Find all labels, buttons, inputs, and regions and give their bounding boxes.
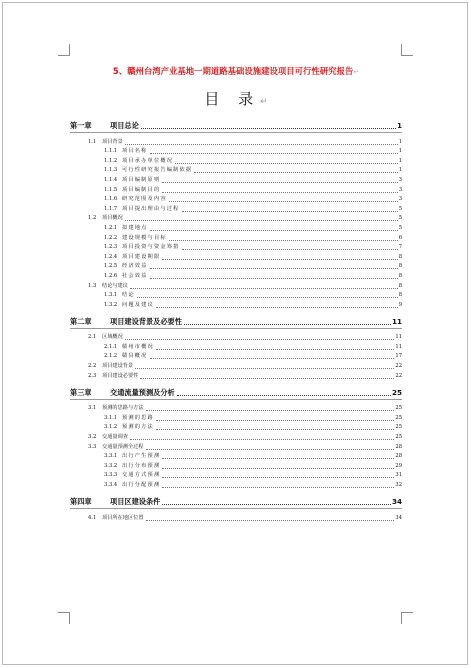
paragraph-mark-icon: ↵ xyxy=(353,68,360,76)
toc-dot-leader xyxy=(162,192,397,193)
toc-entry-number: 3.3 xyxy=(88,443,97,450)
document-title xyxy=(70,64,402,78)
toc-entry-page: 5 xyxy=(398,215,402,222)
toc-dot-leader xyxy=(162,259,397,260)
toc-entry-number: 第四章 xyxy=(70,497,92,506)
toc-entry-page: 25 xyxy=(391,387,402,397)
crop-mark-top-left xyxy=(58,44,70,56)
toc-entry-label: 项目建设背景及必要性 xyxy=(110,316,182,326)
toc-heading xyxy=(70,84,402,114)
toc-entry[interactable] xyxy=(70,262,402,272)
toc-entry-page: 28 xyxy=(395,453,402,460)
toc-dot-leader xyxy=(162,182,397,183)
toc-entry[interactable] xyxy=(70,291,402,301)
toc-entry-label: 项目编制目的 xyxy=(122,186,161,193)
toc-dot-leader xyxy=(146,449,395,450)
toc-entry-label: 赣州市概况 xyxy=(122,343,154,350)
toc-entry[interactable] xyxy=(70,195,402,205)
toc-entry-label: 项目建设必要性 xyxy=(102,372,139,379)
toc-entry-page: 32 xyxy=(395,482,402,488)
document-title-text: 5、赣州台湾产业基地一期道路基础设施建设项目可行性研究报告 xyxy=(112,66,354,76)
toc-entry-page: 11 xyxy=(391,316,402,326)
toc-entry-label: 经济效益 xyxy=(122,263,148,270)
toc-entry-number: 第一章 xyxy=(70,121,92,130)
toc-entry-number: 第三章 xyxy=(70,387,92,397)
toc-entry-label: 项目所在地区位置 xyxy=(102,514,144,521)
toc-entry-label: 出行产生预测 xyxy=(122,453,161,460)
toc-entry-label: 交通量调查 xyxy=(102,434,128,441)
toc-chapter-entry[interactable] xyxy=(70,313,402,329)
toc-entry-page: 28 xyxy=(395,443,402,450)
toc-entry-page: 17 xyxy=(395,353,402,360)
toc-entry[interactable] xyxy=(70,423,402,433)
toc-dot-leader xyxy=(162,504,391,505)
toc-entry-label: 项目编制原则 xyxy=(122,176,161,183)
toc-entry-number: 1.1.5 xyxy=(104,186,118,193)
toc-entry-label: 出行分配预测 xyxy=(122,482,161,488)
toc-entry-page: 6 xyxy=(398,234,402,241)
toc-entry-number: 2.1.1 xyxy=(104,343,118,350)
toc-entry-label: 拟建地点 xyxy=(122,224,148,231)
toc-entry-label: 预测的方法 xyxy=(122,424,154,431)
toc-entry[interactable] xyxy=(70,166,402,176)
toc-entry-number: 1.1.3 xyxy=(104,167,118,174)
toc-dot-leader xyxy=(125,339,395,340)
toc-entry-number: 1.2.4 xyxy=(104,253,118,260)
toc-entry[interactable] xyxy=(70,137,402,147)
toc-entry-label: 研究范围及内容 xyxy=(122,196,167,203)
toc-entry-label: 预测的思路 xyxy=(122,414,154,421)
toc-entry-number: 1.2.3 xyxy=(104,244,118,251)
toc-entry[interactable] xyxy=(70,271,402,281)
toc-entry-page: 8 xyxy=(398,272,402,279)
toc-entry[interactable] xyxy=(70,432,402,442)
toc-entry-label: 赣县概况 xyxy=(122,353,148,360)
toc-entry-number: 3.1.1 xyxy=(104,414,118,421)
toc-dot-leader xyxy=(150,278,398,279)
toc-entry-number: 2.1.2 xyxy=(104,353,118,360)
toc-entry-page: 25 xyxy=(395,434,402,441)
toc-entry[interactable] xyxy=(70,223,402,233)
toc-dot-leader xyxy=(156,349,394,350)
toc-entry-number: 3.3.2 xyxy=(104,462,118,469)
toc-entry-number: 3.1.2 xyxy=(104,424,118,431)
toc-entry-number: 4.1 xyxy=(88,514,97,521)
toc-entry[interactable] xyxy=(70,233,402,243)
toc-dot-leader xyxy=(150,230,398,231)
toc-entry-number: 1.1.7 xyxy=(104,205,118,212)
toc-entry-page: 11 xyxy=(395,334,402,341)
toc-entry[interactable] xyxy=(70,147,402,157)
toc-dot-leader xyxy=(182,211,398,212)
toc-entry-number: 第二章 xyxy=(70,316,92,326)
toc-entry-page: 7 xyxy=(398,244,402,251)
toc-entry-label: 项目名称 xyxy=(122,148,148,155)
toc-entry-page: 8 xyxy=(398,263,402,270)
toc-entry-number: 3.3.1 xyxy=(104,453,118,460)
toc-entry[interactable] xyxy=(70,175,402,185)
toc-entry-label: 项目提出理由与过程 xyxy=(122,205,180,212)
toc-entry-page: 8 xyxy=(398,292,402,299)
toc-entry-number: 3.3.3 xyxy=(104,472,118,479)
paragraph-mark-icon: ↵ xyxy=(260,97,268,107)
toc-entry[interactable] xyxy=(70,333,402,343)
toc-entry-label: 预测的思路与方法 xyxy=(102,405,144,412)
toc-entry-page: 31 xyxy=(395,472,402,479)
toc-dot-leader xyxy=(135,368,394,369)
toc-entry-label: 项目建设背景 xyxy=(102,363,134,370)
toc-entry[interactable] xyxy=(70,214,402,224)
toc-entry-number: 1.2 xyxy=(88,215,97,222)
toc-dot-leader xyxy=(130,439,394,440)
toc-entry-number: 3.1 xyxy=(88,405,97,412)
document-content xyxy=(70,64,402,523)
crop-mark-top-right xyxy=(401,44,413,56)
toc-dot-leader xyxy=(156,307,398,308)
toc-heading-text: 目 录 xyxy=(204,90,261,108)
crop-mark-bottom-right xyxy=(401,612,413,624)
toc-entry-page: 5 xyxy=(398,224,402,231)
toc-entry[interactable] xyxy=(70,281,402,291)
toc-entry[interactable] xyxy=(70,342,402,352)
toc-entry-label: 建设规模与目标 xyxy=(122,234,167,241)
toc-entry-page: 1 xyxy=(398,148,402,155)
toc-entry[interactable] xyxy=(70,300,402,310)
toc-entry[interactable] xyxy=(70,252,402,262)
toc-entry-page: 5 xyxy=(398,205,402,212)
toc-entry-page: 25 xyxy=(395,414,402,421)
toc-dot-leader xyxy=(140,378,394,379)
toc-entry-label: 出行分布预测 xyxy=(122,462,161,469)
toc-entry-label: 项目投资与资金筹措 xyxy=(122,244,180,251)
toc-entry-page: 3 xyxy=(398,196,402,203)
toc-entry-number: 1.1.1 xyxy=(104,148,118,155)
toc-entry-page: 1 xyxy=(398,157,402,164)
toc-entry-label: 项目背景 xyxy=(102,138,123,145)
toc-entry-number: 1.1.6 xyxy=(104,196,118,203)
toc-entry-page: 9 xyxy=(398,301,402,308)
toc-entry[interactable] xyxy=(70,243,402,253)
toc-dot-leader xyxy=(162,487,394,488)
toc-entry[interactable] xyxy=(70,371,402,381)
toc-entry-page: 25 xyxy=(395,405,402,412)
toc-entry[interactable] xyxy=(70,204,402,214)
toc-dot-leader xyxy=(162,468,394,469)
toc-entry-label: 结论与建议 xyxy=(102,282,128,289)
toc-dot-leader xyxy=(146,520,395,521)
toc-entry-label: 交通流量预测及分析 xyxy=(110,387,175,397)
toc-dot-leader xyxy=(150,268,398,269)
toc-dot-leader xyxy=(137,297,398,298)
toc-entry-page: 34 xyxy=(391,497,402,506)
toc-entry-label: 项目区建设条件 xyxy=(110,497,161,506)
toc-list xyxy=(70,117,402,523)
toc-entry-page: 25 xyxy=(395,424,402,431)
toc-entry-number: 1.2.1 xyxy=(104,224,118,231)
toc-entry-label: 交通方式预测 xyxy=(122,472,161,479)
crop-mark-bottom-left xyxy=(58,612,70,624)
toc-chapter-entry[interactable] xyxy=(70,117,402,133)
toc-entry[interactable] xyxy=(70,442,402,452)
toc-entry-number: 2.3 xyxy=(88,372,97,379)
toc-entry[interactable] xyxy=(70,404,402,414)
toc-chapter-entry[interactable] xyxy=(70,384,402,400)
toc-entry-page: 1 xyxy=(396,121,402,130)
toc-entry-number: 1.1.2 xyxy=(104,157,118,164)
toc-entry-label: 区域概况 xyxy=(102,334,123,341)
toc-dot-leader xyxy=(162,477,394,478)
toc-dot-leader xyxy=(177,395,391,396)
toc-entry-label: 项目概况 xyxy=(102,215,123,222)
toc-chapter-entry[interactable] xyxy=(70,493,402,509)
toc-entry-label: 社会效益 xyxy=(122,272,148,279)
toc-entry-number: 1.2.5 xyxy=(104,263,118,270)
toc-dot-leader xyxy=(125,144,398,145)
toc-entry-number: 1.3.2 xyxy=(104,301,118,308)
toc-dot-leader xyxy=(194,172,397,173)
toc-entry-label: 结论 xyxy=(122,292,135,299)
toc-entry-label: 项目总论 xyxy=(110,121,139,130)
toc-entry-page: 22 xyxy=(395,372,402,379)
toc-entry-number: 2.2 xyxy=(88,363,97,370)
toc-entry[interactable] xyxy=(70,452,402,462)
toc-entry-number: 3.2 xyxy=(88,434,97,441)
toc-entry[interactable] xyxy=(70,156,402,166)
toc-entry[interactable] xyxy=(70,471,402,481)
toc-dot-leader xyxy=(182,249,398,250)
toc-dot-leader xyxy=(175,163,398,164)
toc-entry-page: 29 xyxy=(395,462,402,469)
toc-dot-leader xyxy=(150,358,395,359)
toc-dot-leader xyxy=(125,220,398,221)
toc-entry-number: 1.2.2 xyxy=(104,234,118,241)
toc-entry-label: 交通量预测全过程 xyxy=(102,443,144,450)
toc-entry-page: 3 xyxy=(398,176,402,183)
toc-entry-number: 1.3 xyxy=(88,282,97,289)
toc-entry-number: 1.2.6 xyxy=(104,272,118,279)
toc-entry-page: 8 xyxy=(398,253,402,260)
toc-dot-leader xyxy=(169,240,398,241)
toc-entry-number: 1.1 xyxy=(88,138,97,145)
toc-entry-page: 22 xyxy=(395,363,402,370)
toc-entry[interactable] xyxy=(70,185,402,195)
toc-dot-leader xyxy=(184,324,391,325)
toc-dot-leader xyxy=(156,429,394,430)
toc-dot-leader xyxy=(162,458,394,459)
toc-entry-number: 2.1 xyxy=(88,334,97,341)
toc-entry-label: 问题及建议 xyxy=(122,301,154,308)
toc-dot-leader xyxy=(169,201,398,202)
toc-entry[interactable] xyxy=(70,361,402,371)
toc-entry[interactable] xyxy=(70,480,402,490)
toc-entry-page: 34 xyxy=(395,514,402,521)
toc-entry-label: 项目建设期限 xyxy=(122,253,161,260)
toc-entry-number: 3.3.4 xyxy=(104,482,118,488)
toc-entry[interactable] xyxy=(70,352,402,362)
toc-dot-leader xyxy=(141,128,396,129)
toc-entry[interactable] xyxy=(70,513,402,523)
toc-dot-leader xyxy=(146,410,395,411)
toc-entry[interactable] xyxy=(70,413,402,423)
toc-entry-number: 1.3.1 xyxy=(104,292,118,299)
toc-dot-leader xyxy=(156,420,394,421)
toc-entry-page: 1 xyxy=(398,138,402,145)
toc-entry-label: 项目承办单位概况 xyxy=(122,157,174,164)
toc-dot-leader xyxy=(150,153,398,154)
toc-entry-page: 1 xyxy=(398,167,402,174)
toc-dot-leader xyxy=(130,288,398,289)
toc-entry-page: 3 xyxy=(398,186,402,193)
toc-entry-number: 1.1.4 xyxy=(104,176,118,183)
toc-entry[interactable] xyxy=(70,461,402,471)
toc-entry-page: 8 xyxy=(398,282,402,289)
toc-entry-page: 11 xyxy=(395,343,402,350)
toc-entry-label: 可行性研究报告编制依据 xyxy=(122,167,193,174)
